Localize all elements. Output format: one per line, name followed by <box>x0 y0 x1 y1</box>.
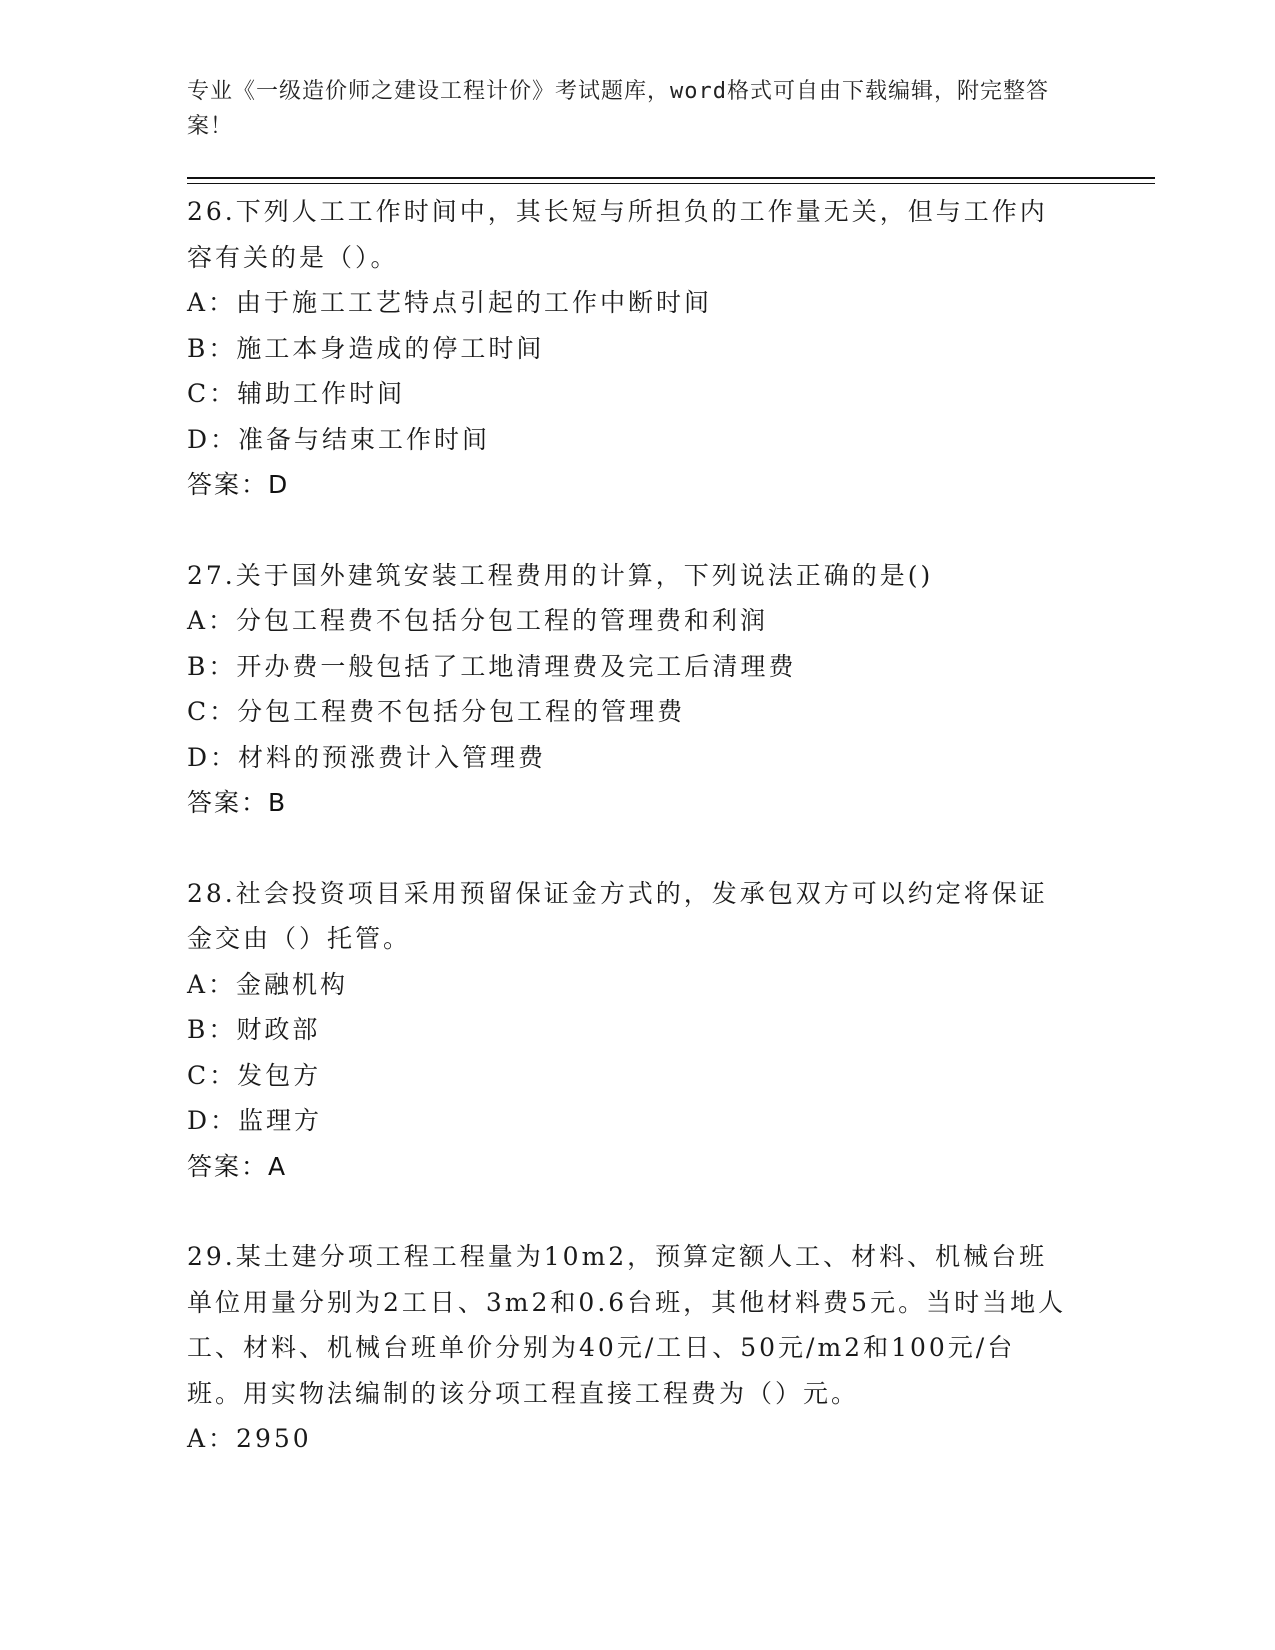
question-list <box>187 189 1087 1462</box>
option-d: D：监理方 <box>187 1106 323 1135</box>
question-stem: 27.关于国外建筑安装工程费用的计算，下列说法正确的是() <box>187 560 934 590</box>
question-stem: 26.下列人工工作时间中，其长短与所担负的工作量无关，但与工作内容有关的是（）。 <box>187 197 1048 272</box>
option-a: A：2950 <box>187 1424 312 1453</box>
question-26 <box>187 189 1087 508</box>
question-29 <box>187 1234 1087 1462</box>
option-c: C：辅助工作时间 <box>187 379 406 408</box>
option-b: B：开办费一般包括了工地清理费及完工后清理费 <box>187 651 797 681</box>
option-d: D：材料的预涨费计入管理费 <box>187 742 547 772</box>
answer-line: 答案：D <box>187 470 290 499</box>
question-28 <box>187 871 1087 1190</box>
option-b: B：财政部 <box>187 1015 321 1044</box>
header-text: 专业《一级造价师之建设工程计价》考试题库，word格式可自由下载编辑，附完整答案！ <box>187 79 1049 139</box>
option-a: A：由于施工工艺特点引起的工作中断时间 <box>187 288 713 317</box>
option-c: C：发包方 <box>187 1060 322 1090</box>
question-27 <box>187 553 1087 826</box>
option-d: D：准备与结束工作时间 <box>187 424 491 454</box>
answer-line: 答案：B <box>187 788 288 817</box>
option-b: B：施工本身造成的停工时间 <box>187 333 545 363</box>
option-a: A：分包工程费不包括分包工程的管理费和利润 <box>187 606 769 635</box>
document-header <box>187 74 1067 144</box>
header-divider-thin <box>187 183 1155 184</box>
answer-line: 答案：A <box>187 1151 288 1181</box>
question-stem: 28.社会投资项目采用预留保证金方式的，发承包双方可以约定将保证金交由（）托管。 <box>187 878 1048 953</box>
option-c: C：分包工程费不包括分包工程的管理费 <box>187 697 686 726</box>
question-stem: 29.某土建分项工程工程量为10m2，预算定额人工、材料、机械台班单位用量分别为2工日、3m2和0.6台班，其他材料费5元。当时当地人工、材料、机械台班单价分别为40元/工日、50元/m2和100元/台班。用实物法编制的该分项工程直接工程费为（）元。 <box>187 1242 1067 1408</box>
option-a: A：金融机构 <box>187 969 349 999</box>
header-divider-thick <box>187 177 1155 179</box>
